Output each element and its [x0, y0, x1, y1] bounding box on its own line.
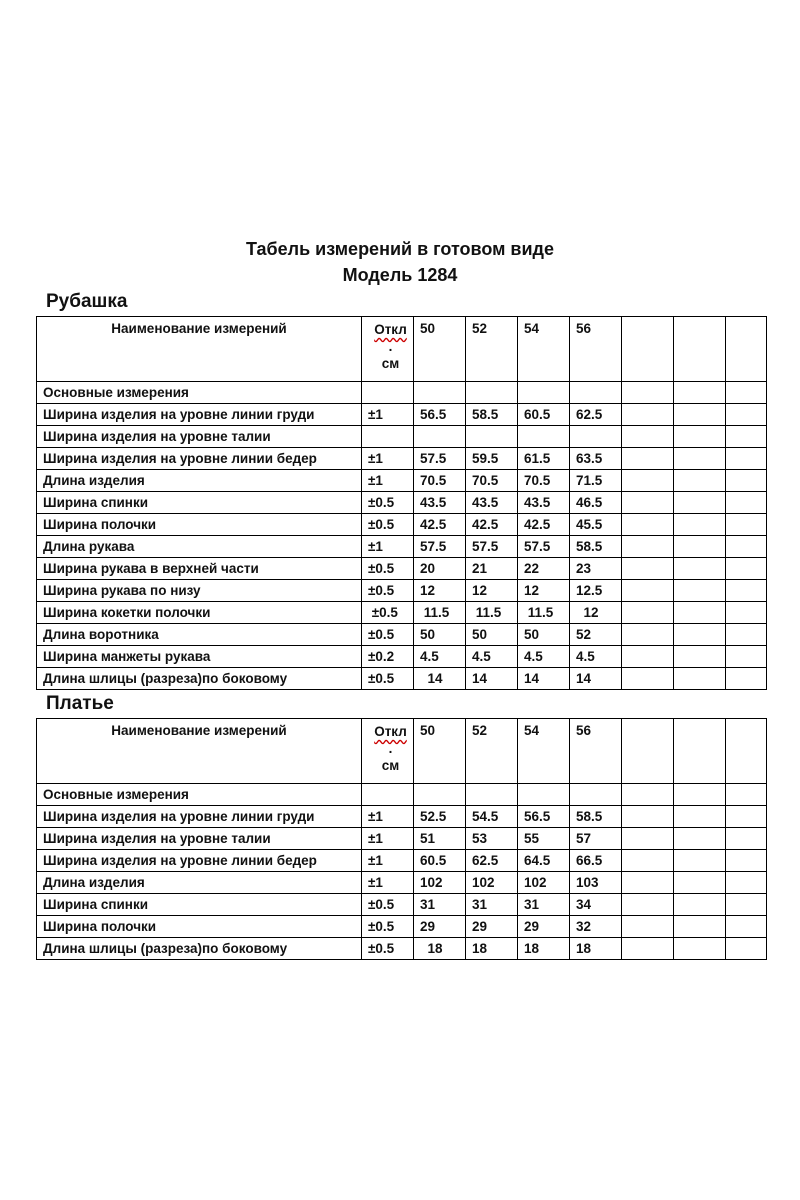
empty-cell [726, 426, 767, 448]
tolerance-value: ±1 [362, 828, 414, 850]
measurement-name: Ширина изделия на уровне линии бедер [37, 448, 362, 470]
tolerance-value: ±1 [362, 536, 414, 558]
size-value: 57.5 [466, 536, 518, 558]
empty-cell [726, 806, 767, 828]
tolerance-value: ±0.5 [362, 580, 414, 602]
tolerance-value: ±0.5 [362, 558, 414, 580]
tolerance-value: ±0.5 [362, 916, 414, 938]
empty-cell [726, 602, 767, 624]
size-value: 60.5 [518, 404, 570, 426]
empty-cell [622, 492, 674, 514]
size-value: 62.5 [466, 850, 518, 872]
header-size: 52 [466, 719, 518, 784]
empty-cell [674, 668, 726, 690]
empty-cell [674, 536, 726, 558]
empty-cell [622, 602, 674, 624]
table-row [37, 492, 767, 514]
empty-cell [726, 580, 767, 602]
table-header-row [37, 317, 767, 382]
measurement-name: Ширина изделия на уровне линии груди [37, 404, 362, 426]
table-row [37, 784, 767, 806]
empty-cell [622, 828, 674, 850]
table-row [37, 426, 767, 448]
empty-cell [674, 426, 726, 448]
table-row [37, 404, 767, 426]
measurement-name: Длина изделия [37, 470, 362, 492]
measurement-name: Ширина спинки [37, 894, 362, 916]
document-title [0, 236, 800, 288]
size-value: 45.5 [570, 514, 622, 536]
size-value: 42.5 [466, 514, 518, 536]
size-value [518, 382, 570, 404]
size-value [518, 426, 570, 448]
empty-cell [726, 492, 767, 514]
empty-cell [674, 580, 726, 602]
size-value: 29 [414, 916, 466, 938]
measurement-name: Длина воротника [37, 624, 362, 646]
header-measurement-name: Наименование измерений [37, 719, 362, 784]
size-value: 57.5 [414, 536, 466, 558]
tolerance-value: ±0.5 [362, 514, 414, 536]
measurement-name: Ширина изделия на уровне линии груди [37, 806, 362, 828]
empty-cell [726, 938, 767, 960]
size-value: 14 [466, 668, 518, 690]
measurement-name: Ширина изделия на уровне линии бедер [37, 850, 362, 872]
header-tolerance-1: Откл [374, 724, 407, 739]
table-header-row [37, 719, 767, 784]
size-value [570, 426, 622, 448]
tolerance-value: ±1 [362, 470, 414, 492]
table-row [37, 916, 767, 938]
title-line-1: Табель измерений в готовом виде [245, 239, 554, 259]
empty-cell [622, 514, 674, 536]
empty-cell [674, 602, 726, 624]
section-title-dress: Платье [46, 693, 114, 714]
tolerance-value: ±1 [362, 448, 414, 470]
size-value: 29 [466, 916, 518, 938]
empty-cell [622, 668, 674, 690]
size-value: 12.5 [570, 580, 622, 602]
measurement-name: Ширина изделия на уровне талии [37, 828, 362, 850]
tolerance-value [362, 784, 414, 806]
empty-cell [674, 938, 726, 960]
measurement-table-dress [36, 718, 767, 960]
empty-cell [726, 470, 767, 492]
header-size: 54 [518, 317, 570, 382]
table-row [37, 558, 767, 580]
header-measurement-name: Наименование измерений [37, 317, 362, 382]
size-value [570, 382, 622, 404]
empty-cell [674, 872, 726, 894]
empty-cell [622, 719, 674, 784]
size-value: 57.5 [518, 536, 570, 558]
size-value: 53 [466, 828, 518, 850]
size-value: 102 [466, 872, 518, 894]
empty-cell [622, 404, 674, 426]
header-size: 50 [414, 317, 466, 382]
size-value [466, 426, 518, 448]
empty-cell [726, 624, 767, 646]
empty-cell [674, 784, 726, 806]
size-value: 14 [518, 668, 570, 690]
empty-cell [674, 894, 726, 916]
size-value: 56.5 [414, 404, 466, 426]
table-row [37, 938, 767, 960]
empty-cell [622, 426, 674, 448]
empty-cell [674, 806, 726, 828]
size-value: 12 [518, 580, 570, 602]
tolerance-value: ±1 [362, 850, 414, 872]
empty-cell [674, 448, 726, 470]
empty-cell [674, 646, 726, 668]
size-value: 50 [518, 624, 570, 646]
empty-cell [622, 646, 674, 668]
table-row [37, 872, 767, 894]
tolerance-value: ±0.5 [362, 492, 414, 514]
empty-cell [674, 624, 726, 646]
size-value: 20 [414, 558, 466, 580]
size-value: 29 [518, 916, 570, 938]
size-value: 4.5 [570, 646, 622, 668]
size-value: 52 [570, 624, 622, 646]
header-tolerance [362, 719, 414, 784]
table-row [37, 382, 767, 404]
empty-cell [726, 850, 767, 872]
empty-cell [726, 916, 767, 938]
tolerance-value: ±1 [362, 872, 414, 894]
size-value: 4.5 [414, 646, 466, 668]
empty-cell [622, 872, 674, 894]
section-title-shirt: Рубашка [46, 291, 128, 312]
empty-cell [726, 448, 767, 470]
measurement-table-shirt [36, 316, 767, 690]
size-value: 18 [570, 938, 622, 960]
empty-cell [622, 558, 674, 580]
size-value: 70.5 [466, 470, 518, 492]
tolerance-value [362, 382, 414, 404]
header-size: 50 [414, 719, 466, 784]
size-value: 12 [570, 602, 622, 624]
measurement-name: Длина шлицы (разреза)по боковому [37, 938, 362, 960]
empty-cell [726, 317, 767, 382]
table-row [37, 448, 767, 470]
empty-cell [622, 850, 674, 872]
empty-cell [622, 894, 674, 916]
size-value: 4.5 [518, 646, 570, 668]
size-value: 50 [414, 624, 466, 646]
empty-cell [726, 872, 767, 894]
size-value [414, 784, 466, 806]
title-line-2: Модель 1284 [342, 265, 458, 285]
table-row [37, 470, 767, 492]
size-value: 18 [466, 938, 518, 960]
measurement-name: Ширина изделия на уровне талии [37, 426, 362, 448]
measurement-name: Длина изделия [37, 872, 362, 894]
size-value: 59.5 [466, 448, 518, 470]
header-tolerance-3: см [381, 758, 400, 773]
empty-cell [622, 916, 674, 938]
measurement-name: Ширина полочки [37, 514, 362, 536]
empty-cell [622, 580, 674, 602]
size-value: 12 [466, 580, 518, 602]
tolerance-value: ±1 [362, 404, 414, 426]
size-value: 31 [466, 894, 518, 916]
size-value: 58.5 [570, 806, 622, 828]
empty-cell [622, 470, 674, 492]
size-value: 103 [570, 872, 622, 894]
header-size: 56 [570, 317, 622, 382]
empty-cell [674, 382, 726, 404]
size-value: 14 [414, 668, 466, 690]
measurement-name: Основные измерения [37, 784, 362, 806]
size-value: 14 [570, 668, 622, 690]
tolerance-value: ±0.2 [362, 646, 414, 668]
header-tolerance-2: . [388, 741, 393, 756]
size-value: 50 [466, 624, 518, 646]
empty-cell [622, 806, 674, 828]
measurement-name: Основные измерения [37, 382, 362, 404]
size-value: 56.5 [518, 806, 570, 828]
tolerance-value [362, 426, 414, 448]
size-value: 66.5 [570, 850, 622, 872]
empty-cell [726, 536, 767, 558]
header-tolerance-3: см [381, 356, 400, 371]
header-size: 52 [466, 317, 518, 382]
empty-cell [622, 448, 674, 470]
table-row [37, 668, 767, 690]
empty-cell [726, 382, 767, 404]
size-value: 54.5 [466, 806, 518, 828]
table-row [37, 536, 767, 558]
size-value: 102 [414, 872, 466, 894]
tolerance-value: ±0.5 [362, 894, 414, 916]
size-value: 52.5 [414, 806, 466, 828]
tolerance-value: ±0.5 [362, 938, 414, 960]
size-value [570, 784, 622, 806]
size-value: 64.5 [518, 850, 570, 872]
table-row [37, 624, 767, 646]
size-value: 57 [570, 828, 622, 850]
empty-cell [726, 558, 767, 580]
size-value: 22 [518, 558, 570, 580]
size-value: 55 [518, 828, 570, 850]
empty-cell [726, 514, 767, 536]
size-value: 31 [518, 894, 570, 916]
size-value [414, 382, 466, 404]
empty-cell [674, 719, 726, 784]
size-value: 71.5 [570, 470, 622, 492]
size-value: 31 [414, 894, 466, 916]
empty-cell [674, 492, 726, 514]
size-value: 43.5 [466, 492, 518, 514]
empty-cell [726, 784, 767, 806]
size-value: 18 [518, 938, 570, 960]
size-value: 70.5 [414, 470, 466, 492]
table-row [37, 806, 767, 828]
size-value: 43.5 [414, 492, 466, 514]
size-value [414, 426, 466, 448]
header-size: 54 [518, 719, 570, 784]
empty-cell [726, 646, 767, 668]
empty-cell [622, 382, 674, 404]
empty-cell [726, 668, 767, 690]
size-value: 46.5 [570, 492, 622, 514]
header-tolerance [362, 317, 414, 382]
empty-cell [674, 828, 726, 850]
size-value: 11.5 [466, 602, 518, 624]
size-value: 58.5 [570, 536, 622, 558]
size-value: 32 [570, 916, 622, 938]
empty-cell [674, 916, 726, 938]
size-value [518, 784, 570, 806]
header-tolerance-1: Откл [374, 322, 407, 337]
measurement-name: Ширина манжеты рукава [37, 646, 362, 668]
size-value [466, 382, 518, 404]
empty-cell [622, 317, 674, 382]
size-value: 62.5 [570, 404, 622, 426]
size-value [466, 784, 518, 806]
size-value: 58.5 [466, 404, 518, 426]
measurement-name: Длина шлицы (разреза)по боковому [37, 668, 362, 690]
size-value: 57.5 [414, 448, 466, 470]
tolerance-value: ±0.5 [362, 624, 414, 646]
empty-cell [674, 558, 726, 580]
size-value: 23 [570, 558, 622, 580]
empty-cell [674, 514, 726, 536]
size-value: 4.5 [466, 646, 518, 668]
empty-cell [674, 850, 726, 872]
measurement-name: Длина рукава [37, 536, 362, 558]
tolerance-value: ±0.5 [362, 668, 414, 690]
empty-cell [726, 894, 767, 916]
size-value: 42.5 [518, 514, 570, 536]
size-value: 11.5 [518, 602, 570, 624]
size-value: 61.5 [518, 448, 570, 470]
header-size: 56 [570, 719, 622, 784]
table-row [37, 828, 767, 850]
table-row [37, 602, 767, 624]
size-value: 60.5 [414, 850, 466, 872]
table-row [37, 646, 767, 668]
table-row [37, 850, 767, 872]
table-row [37, 894, 767, 916]
empty-cell [622, 938, 674, 960]
tolerance-value: ±0.5 [362, 602, 414, 624]
table-row [37, 514, 767, 536]
size-value: 34 [570, 894, 622, 916]
measurement-name: Ширина спинки [37, 492, 362, 514]
empty-cell [726, 404, 767, 426]
empty-cell [622, 784, 674, 806]
empty-cell [726, 719, 767, 784]
table-row [37, 580, 767, 602]
size-value: 12 [414, 580, 466, 602]
empty-cell [726, 828, 767, 850]
size-value: 42.5 [414, 514, 466, 536]
size-value: 11.5 [414, 602, 466, 624]
size-value: 102 [518, 872, 570, 894]
measurement-name: Ширина кокетки полочки [37, 602, 362, 624]
empty-cell [622, 624, 674, 646]
empty-cell [674, 317, 726, 382]
measurement-name: Ширина рукава по низу [37, 580, 362, 602]
size-value: 43.5 [518, 492, 570, 514]
size-value: 51 [414, 828, 466, 850]
header-tolerance-2: . [388, 339, 393, 354]
measurement-name: Ширина рукава в верхней части [37, 558, 362, 580]
measurement-name: Ширина полочки [37, 916, 362, 938]
size-value: 70.5 [518, 470, 570, 492]
empty-cell [674, 470, 726, 492]
size-value: 63.5 [570, 448, 622, 470]
size-value: 18 [414, 938, 466, 960]
size-value: 21 [466, 558, 518, 580]
tolerance-value: ±1 [362, 806, 414, 828]
empty-cell [622, 536, 674, 558]
empty-cell [674, 404, 726, 426]
